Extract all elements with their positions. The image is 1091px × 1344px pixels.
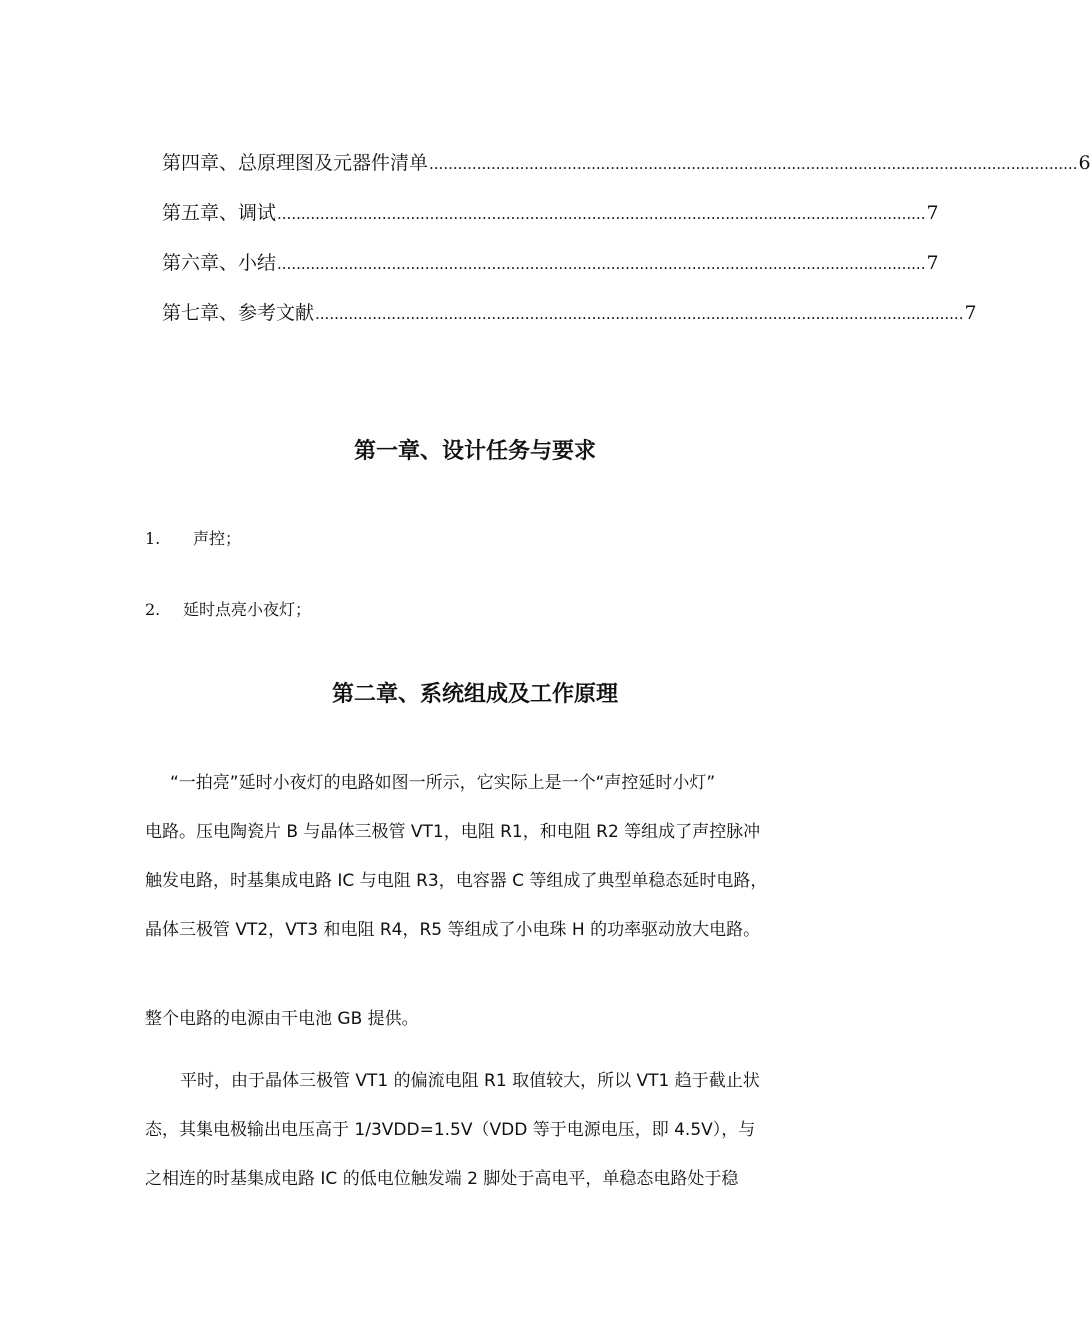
- toc-leader-dots: ........................................................................................................................................: [277, 255, 926, 273]
- toc-leader-dots: ........................................................................................................................................: [315, 305, 964, 323]
- list-item-text: 声控；: [193, 529, 242, 548]
- list-item-text: 延时点亮小夜灯；: [183, 600, 312, 619]
- toc-entry-page: 6: [1078, 152, 1091, 174]
- toc-leader-dots: ........................................................................................................................................: [277, 205, 926, 223]
- toc-entry-page: 7: [964, 302, 977, 324]
- list-item-number: 2.: [145, 600, 161, 619]
- paragraph-line: 平时，由于晶体三极管 VT1 的偏流电阻 R1 取值较大，所以 VT1 趋于截止状: [180, 1071, 760, 1091]
- list-item-1: [145, 526, 241, 549]
- chapter-2-heading: 第二章、系统组成及工作原理: [331, 682, 618, 707]
- paragraph-line: 整个电路的电源由干电池 GB 提供。: [145, 1009, 419, 1029]
- list-item-number: 1.: [145, 529, 161, 548]
- toc-entry-title: 第七章、参考文献: [162, 302, 315, 324]
- list-item-2: [145, 597, 311, 620]
- toc-leader-dots: ........................................................................................................................................: [429, 155, 1078, 173]
- toc-entry-chapter-7[interactable]: [162, 298, 977, 324]
- paragraph-line: 晶体三极管 VT2，VT3 和电阻 R4，R5 等组成了小电珠 H 的功率驱动放大电路。: [145, 920, 761, 940]
- paragraph-line: 态，其集电极输出电压高于 1/3VDD=1.5V（VDD 等于电源电压，即 4.5V），与: [145, 1120, 756, 1140]
- toc-entry-chapter-5[interactable]: [162, 198, 939, 224]
- toc-entry-chapter-4[interactable]: [162, 148, 1091, 174]
- toc-entry-title: 第五章、调试: [162, 202, 277, 224]
- paragraph-line: 触发电路，时基集成电路 IC 与电阻 R3，电容器 C 等组成了典型单稳态延时电路，: [145, 871, 768, 891]
- toc-entry-title: 第六章、小结: [162, 252, 277, 274]
- toc-entry-title: 第四章、总原理图及元器件清单: [162, 152, 429, 174]
- toc-entry-page: 7: [926, 202, 939, 224]
- paragraph-line: 电路。压电陶瓷片 B 与晶体三极管 VT1，电阻 R1，和电阻 R2 等组成了声控脉冲: [145, 822, 761, 842]
- toc-entry-chapter-6[interactable]: [162, 248, 939, 274]
- paragraph-line: 之相连的时基集成电路 IC 的低电位触发端 2 脚处于高电平，单稳态电路处于稳: [145, 1169, 739, 1189]
- chapter-1-heading: 第一章、设计任务与要求: [353, 439, 596, 464]
- toc-entry-page: 7: [926, 252, 939, 274]
- paragraph-line: “一拍亮”延时小夜灯的电路如图一所示，它实际上是一个“声控延时小灯”: [170, 773, 716, 793]
